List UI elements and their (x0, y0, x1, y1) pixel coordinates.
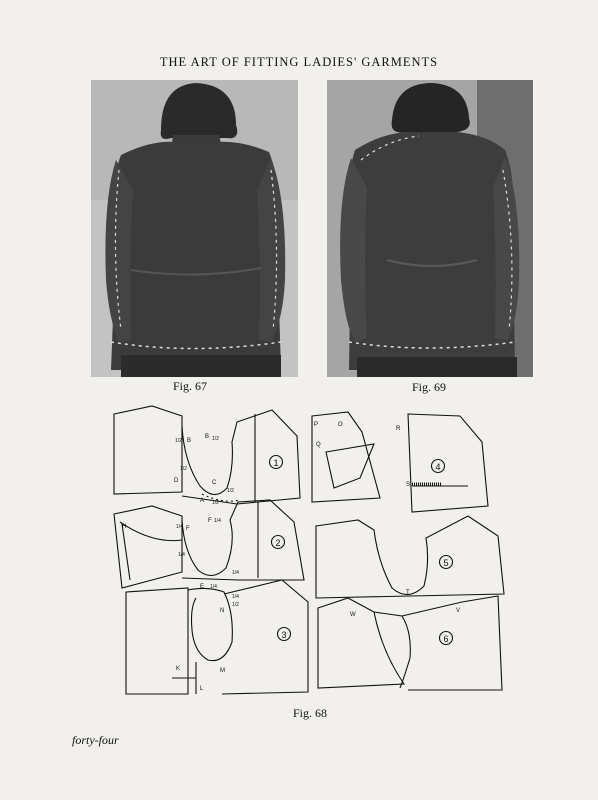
point-label-d: D (174, 478, 179, 484)
pattern-panel-2 (114, 500, 304, 590)
pattern-panel-pq (312, 412, 380, 502)
point-label-m: M (220, 668, 225, 674)
point-label-l: L (200, 686, 204, 692)
running-title: THE ART OF FITTING LADIES' GARMENTS (159, 55, 439, 69)
measure-mark: 1/2 (232, 602, 239, 608)
measure-mark: 1/2 (180, 466, 187, 472)
measure-mark: 1/4 (176, 524, 183, 530)
point-label-r: R (396, 426, 401, 432)
measure-mark: 1/2 (212, 500, 219, 506)
point-label-v: V (456, 608, 461, 614)
point-label-a: A (200, 498, 205, 504)
point-label-h: H (122, 524, 127, 530)
pattern-panel-6 (318, 596, 502, 690)
panel-number-6: 6 (443, 634, 449, 644)
pattern-panel-1 (114, 406, 300, 506)
point-label-p: P (314, 422, 319, 428)
point-label-t: T (406, 590, 410, 596)
pattern-panel-4 (396, 414, 488, 512)
measure-mark: 1/4 (232, 594, 239, 600)
figure-69-photo (327, 80, 533, 377)
measure-mark: 1/4 (232, 570, 239, 576)
figure-67-caption: Fig. 67 (173, 379, 208, 393)
point-label-k: K (176, 666, 181, 672)
panel-number-2: 2 (275, 538, 281, 548)
point-label-n: N (220, 608, 225, 614)
point-label-o: O (338, 422, 343, 428)
measure-mark: 1/2 (212, 436, 219, 442)
page-number: forty-four (72, 733, 119, 747)
point-label-e: E (200, 584, 205, 590)
panel-number-1: 1 (273, 458, 279, 468)
point-label-w: W (350, 612, 356, 618)
panel-number-5: 5 (443, 558, 449, 568)
point-label-s: S (406, 482, 411, 488)
figure-69-caption: Fig. 69 (412, 380, 447, 394)
figure-67-photo (91, 80, 298, 377)
pattern-panel-3 (126, 580, 308, 694)
panel-number-4: 4 (435, 462, 441, 472)
point-label-f: F (208, 518, 212, 524)
point-label-b: B (187, 438, 192, 444)
point-label-q: Q (316, 442, 321, 448)
measure-mark: 1/4 (210, 584, 217, 590)
measure-mark: 1/2 (175, 438, 182, 444)
panel-number-3: 3 (281, 630, 287, 640)
pattern-panel-5 (316, 516, 504, 598)
point-label-f: F (186, 526, 190, 532)
measure-mark: 1/2 (227, 488, 234, 494)
figure-68-pattern-diagram (112, 402, 510, 700)
point-label-c: C (212, 480, 217, 486)
figure-68-caption: Fig. 68 (293, 706, 328, 720)
measure-mark: 1/4 (178, 552, 185, 558)
point-label-b: B (205, 434, 210, 440)
measure-mark: 1/4 (214, 518, 221, 524)
